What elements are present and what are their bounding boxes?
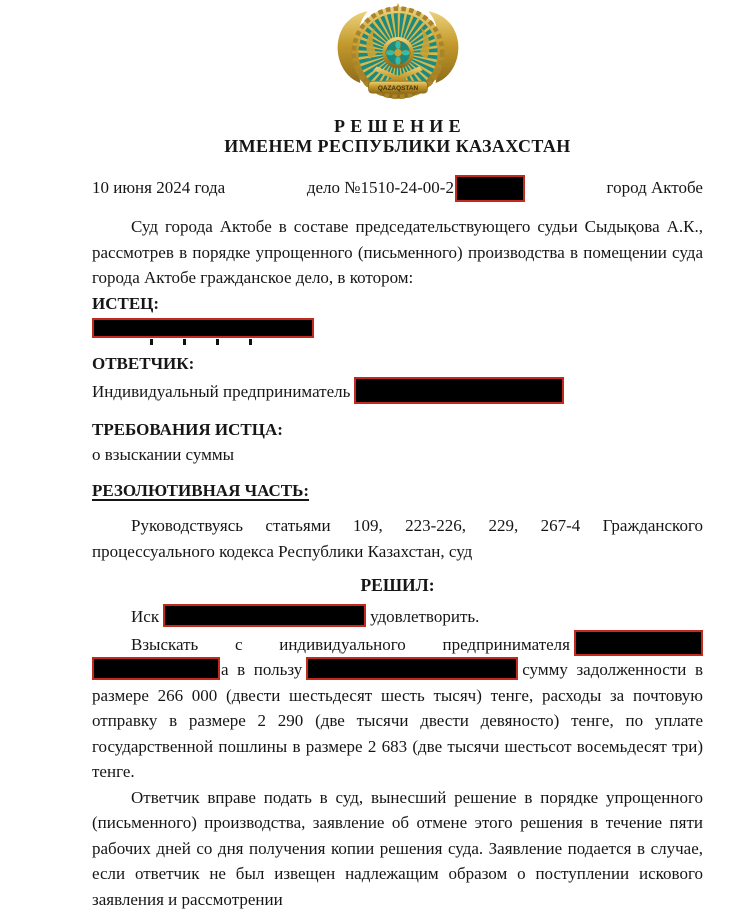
redaction-claimant: [163, 604, 366, 627]
decided-heading: РЕШИЛ:: [360, 575, 435, 595]
redaction-descenders: [120, 339, 270, 345]
decision-recover-mid: а в пользу: [221, 660, 303, 680]
shanyrak-petal-bottom: [395, 56, 401, 65]
kazakhstan-coat-of-arms-icon: [329, 2, 467, 108]
resolutive-part-heading: РЕЗОЛЮТИВНАЯ ЧАСТЬ:: [92, 480, 310, 500]
redaction-case-number: [455, 175, 525, 202]
redaction-defendant-name-3: [92, 657, 220, 680]
court-decision-document: [0, 2, 729, 912]
shanyrak-petal-top: [395, 40, 401, 49]
title-line-republic: ИМЕНЕМ РЕСПУБЛИКИ КАЗАХСТАН: [224, 136, 571, 156]
guided-by-paragraph: Руководствуясь статьями 109, 223-226, 229, 267-4 Гражданского процессуального кодекса Республики Казахстан, суд: [92, 516, 703, 561]
emblem-graphic: [329, 2, 467, 108]
title-line-resolution: Р Е Ш Е Н И Е: [334, 116, 461, 136]
redaction-plaintiff-name: [92, 318, 314, 338]
defendant-line: [92, 377, 703, 407]
claims-heading: ТРЕБОВАНИЯ ИСТЦА:: [92, 419, 283, 439]
appeal-paragraph: Ответчик вправе подать в суд, вынесший решение в порядке упрощенного (письменного) производства, заявление об отмене этого решения в течение пяти рабочих дней со дня получения копии решения суда. Заявление подается в случае, если ответчик не был извещен надлежащим образом о поступлении искового заявления и рассмотрении: [92, 787, 703, 909]
intro-paragraph: Суд города Актобе в составе председательствующего судьи Сыдықова А.К., рассмотрев в порядке упрощенного (письменного) производства в помещении суда города Актобе гражданское дело, в котором:: [92, 217, 703, 287]
claims-text: о взыскании суммы: [92, 445, 235, 464]
shanyrak-petal-left: [385, 50, 394, 56]
case-number-text: дело №1510-24-00-2: [306, 178, 454, 198]
decision-claim-after: удовлетворить.: [370, 607, 480, 627]
redaction-defendant-name: [354, 377, 564, 404]
defendant-heading: ОТВЕТЧИК:: [92, 354, 195, 373]
dateline: [92, 174, 703, 202]
redaction-defendant-name-2: [574, 630, 703, 656]
decision-recover-before: Взыскать с индивидуального предпринимателя: [131, 634, 570, 654]
defendant-text: Индивидуальный предприниматель: [92, 381, 351, 401]
decision-date: 10 июня 2024 года: [92, 178, 226, 198]
decision-recover-after: сумму задолженности в размере 266 000 (двести шестьдесят шесть тысяч) тенге, расходы за почтовую отправку в размере 2 290 (две тысячи двести девяносто) тенге, по уплате государственной пошлины в размере 2 683 (две тысячи шестьсот восемьдесят три) тенге.: [92, 660, 703, 782]
shanyrak-petal-right: [401, 50, 410, 56]
case-number: [307, 175, 525, 202]
decision-claim-line: [92, 604, 703, 630]
document-title: [92, 116, 703, 156]
shanyrak-center: [394, 49, 401, 56]
emblem-banner-text: QAZAQSTAN: [377, 84, 418, 92]
decision-recover-paragraph: [92, 630, 703, 785]
decision-claim-before: Иск: [131, 607, 160, 627]
plaintiff-heading: ИСТЕЦ:: [92, 293, 160, 313]
redaction-plaintiff-name-2: [306, 657, 518, 680]
city-name: город Актобе: [606, 178, 703, 198]
